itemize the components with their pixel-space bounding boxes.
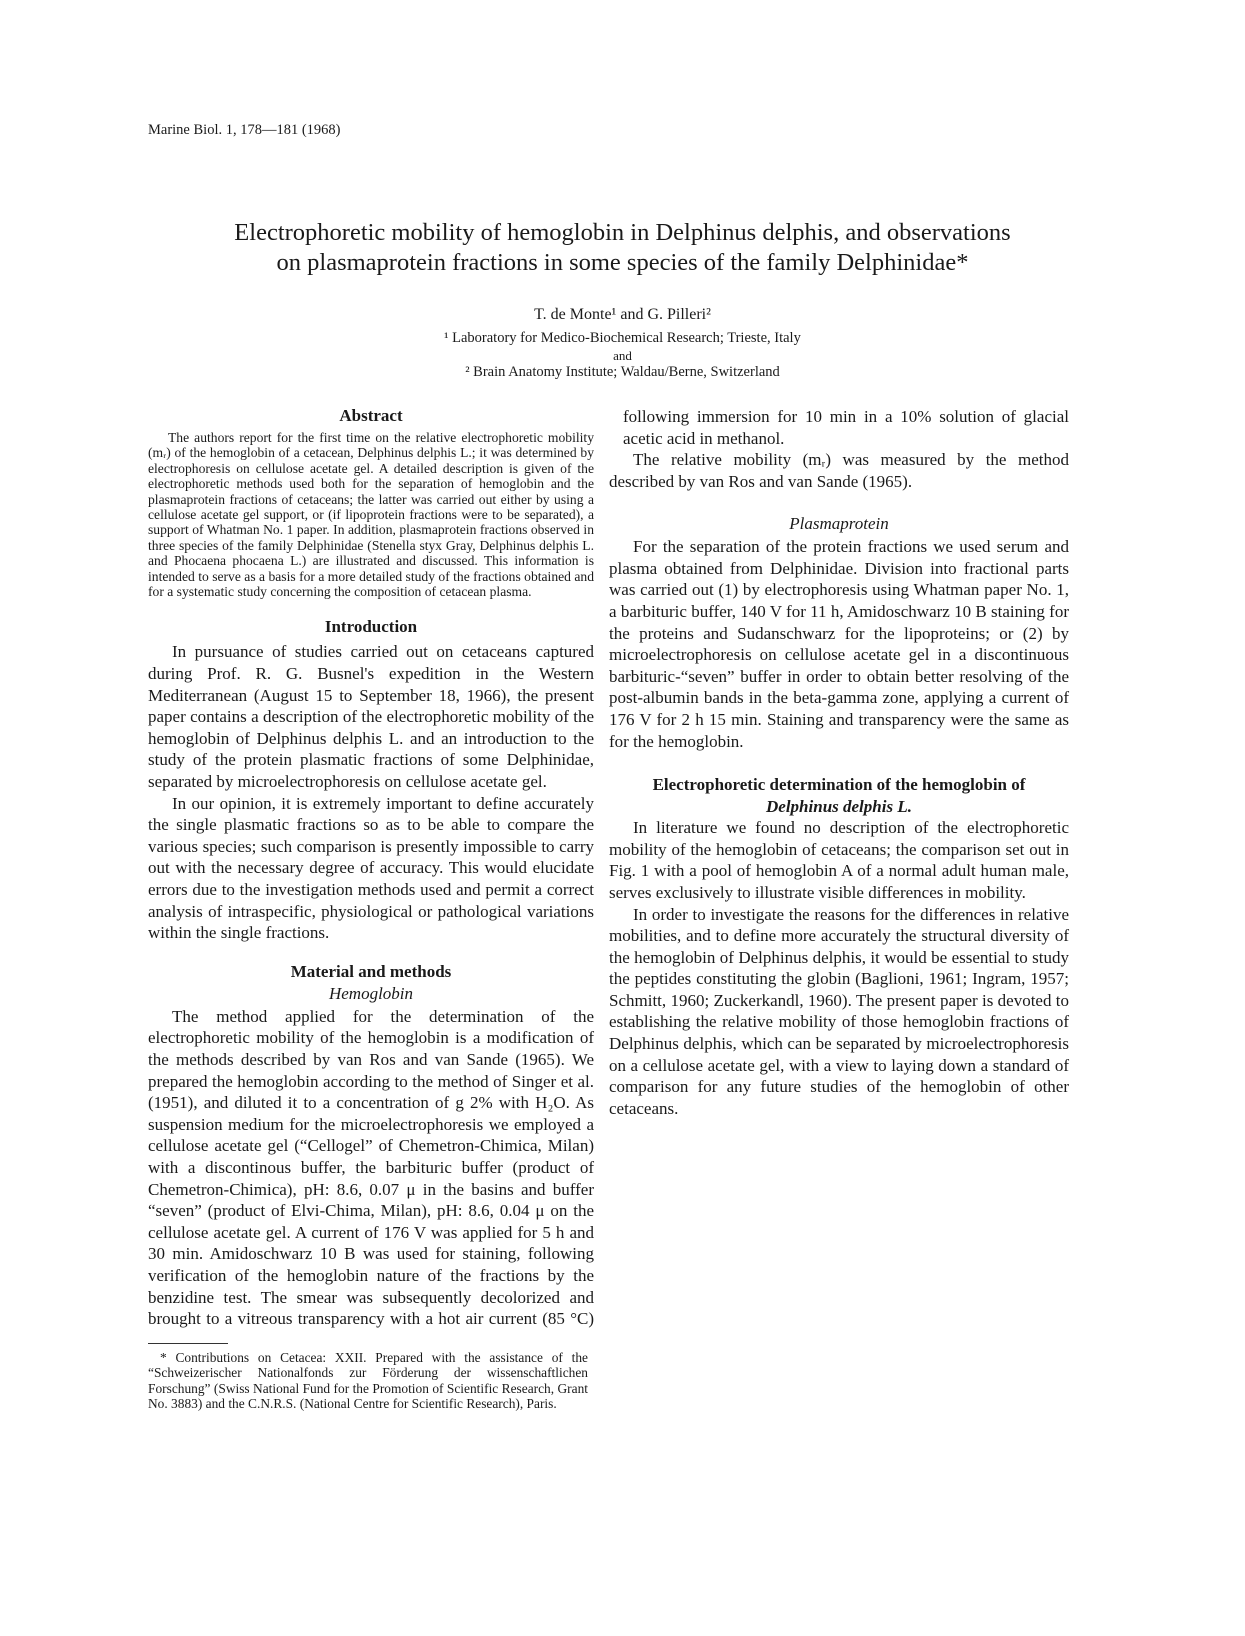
right-column [609,449,1069,1119]
affiliation-and: and [613,348,632,363]
journal-citation: Marine Biol. 1, 178—181 (1968) [148,122,341,138]
affiliation-2: ² Brain Anatomy Institute; Waldau/Berne, Switzerland [465,364,780,380]
introduction-paragraph: In our opinion, it is extremely important to define accurately the single plasmatic fractions so as to be able to compare the various species; such comparison is presently impossible to carry out with the necessary degree of accuracy. This would elucidate errors due to the investigation methods used and permit a correct analysis of intraspecific, physiological or pathological variations within the single fractions. [148,793,594,943]
methods-paragraph: For the separation of the protein fractions we used serum and plasma obtained from Delphinidae. Division into fractional parts was carried out (1) by electrophoresis using Whatman paper No. 1, a barbituric buffer, 140 V for 11 h, Amidoschwarz 10 B staining for the proteins and Sudanschwarz for the lipoproteins; or (2) by microelectrophoresis on cellulose acetate gel in a discontinuous barbituric-“seven” buffer in order to obtain better resolving of the post-albumin bands in the beta-gamma zone, applying a current of 176 V for 2 h 15 min. Staining and transparency were the same as for the hemoglobin. [609,537,1069,751]
methods-heading: Material and methods [290,961,452,981]
title-line-1: Electrophoretic mobility of hemoglobin in Delphinus delphis, and observations [234,219,1011,246]
determination-heading: Electrophoretic determination of the hemoglobin of [652,775,1026,795]
authors: T. de Monte¹ and G. Pilleri² [534,306,711,323]
methods-paragraph: The method applied for the determination of the electrophoretic mobility of the hemoglobin is a modification of the methods described by van Ros and van Sande (1965). We prepared the hemoglobin according to the method of Singer et al. (1951), and diluted it to a concentration of g 2% with H₂O. As suspension medium for the microelectrophoresis we employed a cellulose acetate gel (“Cellogel” of Chemetron-Chimica, Milan) with a discontinous buffer, the barbituric buffer (product of Chemetron-Chimica), pH: 8.6, 0.07 μ in the basins and buffer “seven” (product of Elvi-Chima, Milan), pH: 8.6, 0.04 μ on the cellulose acetate gel. A current of 176 V was applied for 5 h and 30 min. Amidoschwarz 10 B was used for staining, following verification of the hemoglobin nature of the fractions by the benzidine test. The smear was subsequently decolorized and brought to a vitreous transparency with a hot air current (85 °C) following immersion for 10 min in a 10% solution of glacial acetic acid in methanol. [148,407,1069,1329]
determination-heading-species: Delphinus delphis L. [766,796,912,816]
determination-paragraph: In literature we found no description of the electrophoretic mobility of the hemoglobin of cetaceans; the comparison set out in Fig. 1 with a pool of hemoglobin A of a normal adult human male, serves exclusively to illustrate visible differences in mobility. [609,818,1069,902]
footnote: * Contributions on Cetacea: XXII. Prepared with the assistance of the “Schweizerischer Nationalfonds zur Förderung der wissenschaftlichen Forschung” (Swiss National Fund for the Promotion of Scientific Research, Grant No. 3883) and the C.N.R.S. (National Centre for Scientific Research), Paris. [148,1350,588,1412]
affiliation-1: ¹ Laboratory for Medico-Biochemical Research; Trieste, Italy [444,330,801,346]
abstract-text: The authors report for the first time on the relative electrophoretic mobility (mᵣ) of the hemoglobin of a cetacean, Delphinus delphis L.; it was determined by electrophoresis on cellulose acetate gel. A detailed description is given of the electrophoretic methods used both for the separation of hemoglobin and the plasmaprotein fractions of cetaceans; the latter was carried out either by using a cellulose acetate gel support, or (if lipoprotein fractions were to be separated), a support of Whatman No. 1 paper. In addition, plasmaprotein fractions observed in three species of the family Delphinidae (Stenella styx Gray, Delphinus delphis L. and Phocaena phocaena L.) are illustrated and discussed. This information is intended to serve as a basis for a more detailed study of the fractions obtained and for a systematic study concerning the composition of cetacean plasma. [148,430,594,600]
footnote-area [148,1343,588,1412]
abstract-heading: Abstract [339,406,403,425]
title-line-2: on plasmaprotein fractions in some species of the family Delphinidae* [276,249,969,276]
hemoglobin-subheading: Hemoglobin [328,983,414,1003]
determination-paragraph: In order to investigate the reasons for the differences in relative mobilities, and to define more accurately the structural diversity of the hemoglobin of Delphinus delphis, it would be essential to study the peptides constituting the globin (Baglioni, 1961; Ingram, 1957; Schmitt, 1960; Zuckerkandl, 1960). The present paper is devoted to establishing the relative mobility of those hemoglobin fractions of Delphinus delphis, which can be separated by microelectrophoresis on a cellulose acetate gel, with a view to laying down a standard of comparison for any future studies of the hemoglobin of other cetaceans. [609,904,1069,1118]
introduction-heading: Introduction [324,617,418,637]
introduction-paragraph: In pursuance of studies carried out on cetaceans captured during Prof. R. G. Busnel's expedition in the Western Mediterranean (August 15 to September 18, 1966), the present paper contains a description of the electrophoretic mobility of the hemoglobin of Delphinus delphis L. and an introduction to the study of the protein plasmatic fractions of some Delphinidae, separated by microelectrophoresis on cellulose acetate gel. [148,642,594,792]
plasmaprotein-subheading: Plasmaprotein [789,514,889,534]
paper-title [100,218,1145,278]
methods-paragraph: The relative mobility (mᵣ) was measured by the method described by van Ros and van Sande (1965). [609,450,1069,491]
footnote-rule [148,1343,228,1344]
